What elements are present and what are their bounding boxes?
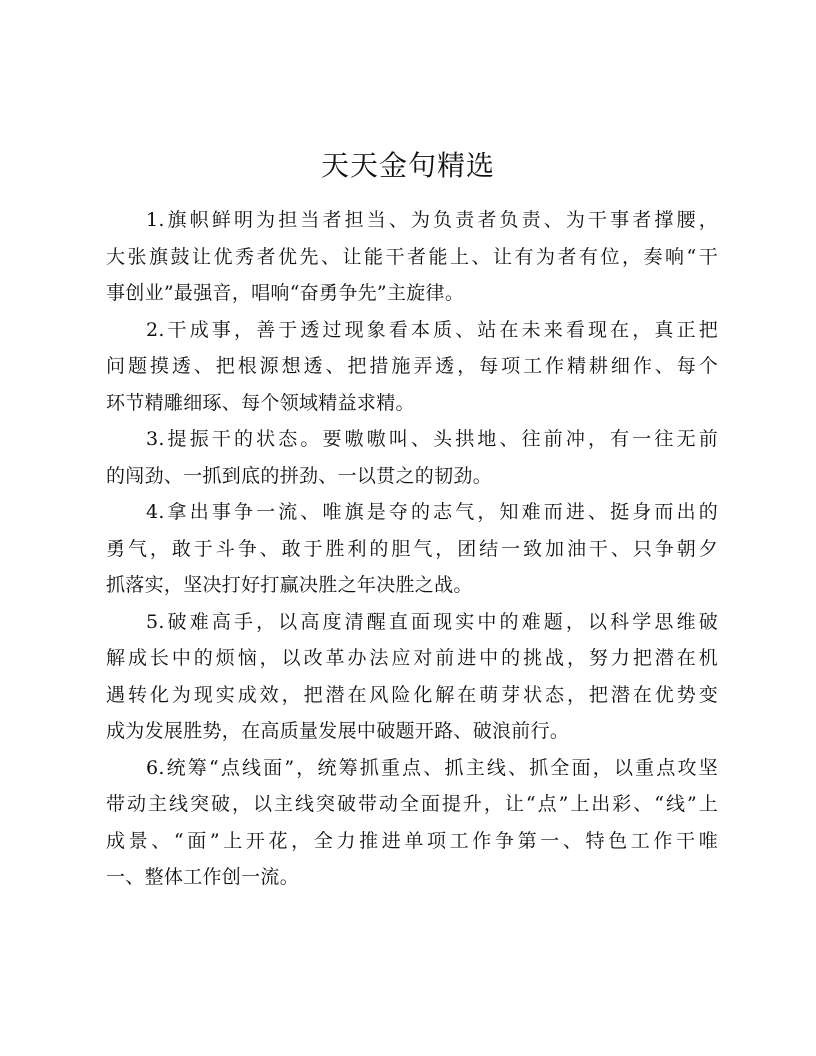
paragraph-line: 问题摸透、把根源想透、把措施弄透，每项工作精耕细作、每个 [106,355,718,377]
paragraph-line: 带动主线突破，以主线突破带动全面提升，让“点”上出彩、“线”上 [106,793,718,815]
paragraph-line: 5.破难高手，以高度清醒直面现实中的难题，以科学思维破 [146,610,718,633]
paragraph-line: 的闯劲、一抓到底的拼劲、一以贯之的韧劲。 [106,464,493,487]
paragraph-line: 解成长中的烦恼，以改革办法应对前进中的挑战，努力把潜在机 [106,647,718,669]
paragraph-line: 成景、“面”上开花，全力推进单项工作争第一、特色工作干唯 [106,829,718,852]
paragraph-line: 大张旗鼓让优秀者优先、让能干者能上、让有为者有位，奏响“干 [106,245,718,268]
paragraph-5 [106,604,718,750]
paragraph-1 [106,202,718,312]
paragraph-line: 6.统筹“点线面”，统筹抓重点、抓主线、抓全面，以重点攻坚 [146,756,718,779]
paragraph-line: 环节精雕细琢、每个领域精益求精。 [106,391,415,414]
paragraph-line: 2.干成事，善于透过现象看本质、站在未来看现在，真正把 [146,318,718,341]
paragraph-line: 抓落实，坚决打好打赢决胜之年决胜之战。 [106,574,473,596]
paragraph-line: 成为发展胜势，在高质量发展中破题开路、破浪前行。 [106,720,570,742]
paragraph-line: 勇气，敢于斗争、敢于胜利的胆气，团结一致加油干、只争朝夕 [106,537,718,560]
paragraph-line: 事创业”最强音，唱响“奋勇争先”主旋律。 [106,282,465,304]
paragraph-line: 3.提振干的状态。要嗷嗷叫、头拱地、往前冲，有一往无前 [146,428,718,450]
paragraph-line: 1.旗帜鲜明为担当者担当、为负责者负责、为干事者撑腰， [146,209,718,231]
paragraph-6 [106,750,718,896]
paragraph-4 [106,494,718,604]
paragraph-2 [106,312,718,422]
paragraph-line: 4.拿出事争一流、唯旗是夺的志气，知难而进、挺身而出的 [146,501,718,523]
document-title: 天天金句精选 [320,149,495,182]
paragraph-line: 遇转化为现实成效，把潜在风险化解在萌芽状态，把潜在优势变 [106,683,718,706]
paragraph-3 [106,421,718,494]
document-body [106,202,718,896]
paragraph-line: 一、整体工作创一流。 [106,866,300,888]
